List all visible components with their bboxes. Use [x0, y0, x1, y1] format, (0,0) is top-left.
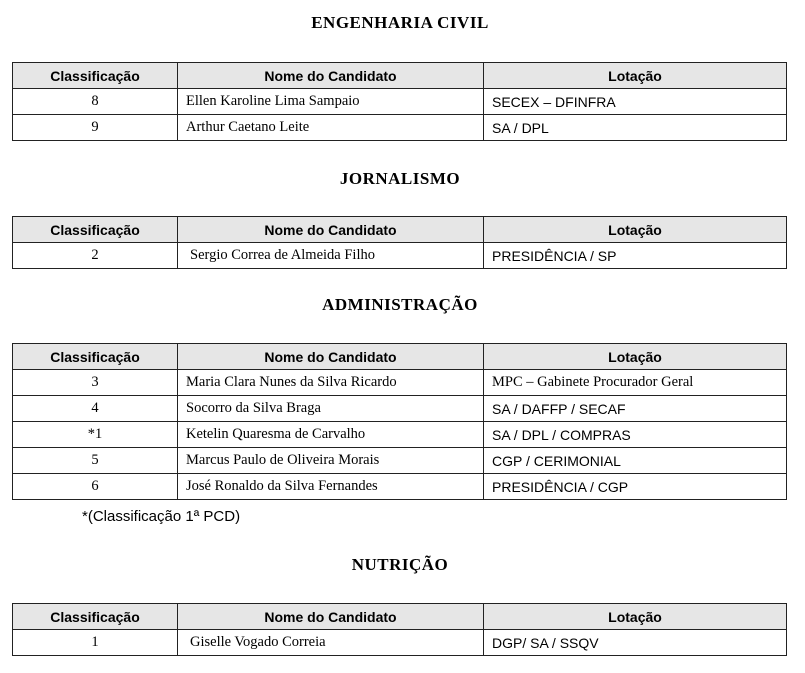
- table-header-row: [13, 217, 787, 243]
- section-title-administracao: ADMINISTRAÇÃO: [322, 295, 478, 314]
- table-header-row: [13, 63, 787, 89]
- nome-cell: Giselle Vogado Correia: [178, 630, 484, 656]
- header-classificacao: Classificação: [13, 604, 178, 630]
- classificacao-cell: 2: [13, 243, 178, 269]
- table-row: [13, 115, 787, 141]
- classificacao-cell: 6: [13, 474, 178, 500]
- table-nutricao: [12, 603, 787, 656]
- nome-cell: Ketelin Quaresma de Carvalho: [178, 422, 484, 448]
- nome-cell: Socorro da Silva Braga: [178, 396, 484, 422]
- table-header-row: [13, 604, 787, 630]
- nome-cell: Marcus Paulo de Oliveira Morais: [178, 448, 484, 474]
- lotacao-cell: DGP/ SA / SSQV: [484, 630, 787, 656]
- footnote-pcd: *(Classificação 1ª PCD): [82, 508, 241, 525]
- classificacao-cell: 9: [13, 115, 178, 141]
- nome-cell: Arthur Caetano Leite: [178, 115, 484, 141]
- header-nome: Nome do Candidato: [178, 604, 484, 630]
- lotacao-cell: SA / DPL: [484, 115, 787, 141]
- table-row: [13, 243, 787, 269]
- lotacao-cell: PRESIDÊNCIA / SP: [484, 243, 787, 269]
- header-nome: Nome do Candidato: [178, 344, 484, 370]
- lotacao-cell: CGP / CERIMONIAL: [484, 448, 787, 474]
- lotacao-cell: PRESIDÊNCIA / CGP: [484, 474, 787, 500]
- header-classificacao: Classificação: [13, 217, 178, 243]
- table-row: [13, 396, 787, 422]
- nome-cell: Sergio Correa de Almeida Filho: [178, 243, 484, 269]
- nome-cell: Maria Clara Nunes da Silva Ricardo: [178, 370, 484, 396]
- table-row: [13, 89, 787, 115]
- lotacao-cell: MPC – Gabinete Procurador Geral: [484, 370, 787, 396]
- header-lotacao: Lotação: [484, 604, 787, 630]
- table-header-row: [13, 344, 787, 370]
- table-engenharia-civil: [12, 62, 787, 141]
- header-lotacao: Lotação: [484, 63, 787, 89]
- section-title-engenharia-civil: ENGENHARIA CIVIL: [311, 13, 489, 32]
- header-nome: Nome do Candidato: [178, 217, 484, 243]
- header-nome: Nome do Candidato: [178, 63, 484, 89]
- header-classificacao: Classificação: [13, 344, 178, 370]
- table-jornalismo: [12, 216, 787, 269]
- classificacao-cell: 4: [13, 396, 178, 422]
- classificacao-cell: 5: [13, 448, 178, 474]
- header-lotacao: Lotação: [484, 217, 787, 243]
- header-classificacao: Classificação: [13, 63, 178, 89]
- table-row: [13, 422, 787, 448]
- header-lotacao: Lotação: [484, 344, 787, 370]
- table-row: [13, 630, 787, 656]
- classificacao-cell: 8: [13, 89, 178, 115]
- table-row: [13, 474, 787, 500]
- classificacao-cell: 1: [13, 630, 178, 656]
- section-title-jornalismo: JORNALISMO: [339, 169, 461, 188]
- table-row: [13, 370, 787, 396]
- section-title-nutricao: NUTRIÇÃO: [351, 555, 449, 574]
- nome-cell: José Ronaldo da Silva Fernandes: [178, 474, 484, 500]
- classificacao-cell: *1: [13, 422, 178, 448]
- nome-cell: Ellen Karoline Lima Sampaio: [178, 89, 484, 115]
- table-row: [13, 448, 787, 474]
- table-administracao: [12, 343, 787, 500]
- classificacao-cell: 3: [13, 370, 178, 396]
- lotacao-cell: SECEX – DFINFRA: [484, 89, 787, 115]
- lotacao-cell: SA / DPL / COMPRAS: [484, 422, 787, 448]
- lotacao-cell: SA / DAFFP / SECAF: [484, 396, 787, 422]
